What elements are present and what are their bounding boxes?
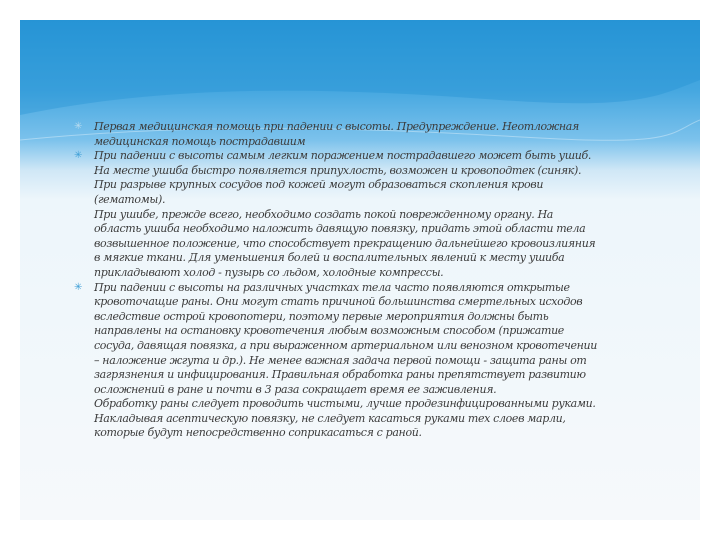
text-line: область ушиба необходимо наложить давящую повязку, придать этой области тела (94, 222, 586, 236)
text-line: медицинская помощь пострадавшим (94, 134, 306, 148)
text-line: На месте ушиба быстро появляется припухлость, возможен и кровоподтек (синяк). (94, 163, 582, 177)
text-line: (гематомы). (94, 192, 166, 206)
asterisk-bullet-icon: ✳ (74, 121, 83, 132)
bullet-text (94, 281, 674, 442)
text-line: При падении с высоты самым легким поражением пострадавшего может быть ушиб. (94, 149, 592, 163)
text-line: которые будут непосредственно соприкасаться с раной. (94, 426, 422, 440)
bullet-text (94, 120, 674, 149)
list-item (74, 149, 674, 280)
text-line: Обработку раны следует проводить чистыми, лучше продезинфицированными руками. (94, 397, 596, 411)
asterisk-bullet-icon: ✳ (74, 150, 83, 162)
text-line: прикладывают холод - пузырь со льдом, холодные компрессы. (94, 265, 444, 279)
slide-content (74, 120, 674, 441)
list-item (74, 281, 674, 442)
text-line: кровоточащие раны. Они могут стать причиной большинства смертельных исходов (94, 295, 583, 309)
text-line: При ушибе, прежде всего, необходимо создать покой поврежденному органу. На (94, 207, 554, 221)
text-line: направлены на остановку кровотечения любым возможным способом (прижатие (94, 324, 564, 338)
text-line: При падении с высоты на различных участках тела часто появляются открытые (94, 280, 570, 294)
asterisk-bullet-icon: ✳ (74, 281, 83, 293)
text-line: возвышенное положение, что способствует прекращению дальнейшего кровоизлияния (94, 236, 596, 250)
list-item (74, 120, 674, 149)
text-line: Первая медицинская помощь при падении с высоты. Предупреждение. Неотложная (94, 120, 579, 133)
text-line: загрязнения и инфицирования. Правильная обработка раны препятствует развитию (94, 368, 586, 382)
text-line: – наложение жгута и др.). Не менее важная задача первой помощи - защита раны от (94, 353, 587, 367)
text-line: Накладывая асептическую повязку, не следует касаться руками тех слоев марли, (94, 411, 566, 425)
text-line: осложнений в ране и почти в 3 раза сокращает время ее заживления. (94, 382, 497, 396)
text-line: сосуда, давящая повязка, а при выраженном артериальном или венозном кровотечении (94, 338, 597, 352)
bullet-text (94, 149, 674, 280)
text-line: вследствие острой кровопотери, поэтому первые мероприятия должны быть (94, 309, 549, 323)
text-line: в мягкие ткани. Для уменьшения болей и воспалительных явлений к месту ушиба (94, 251, 565, 265)
text-line: При разрыве крупных сосудов под кожей могут образоваться скопления крови (94, 178, 544, 192)
